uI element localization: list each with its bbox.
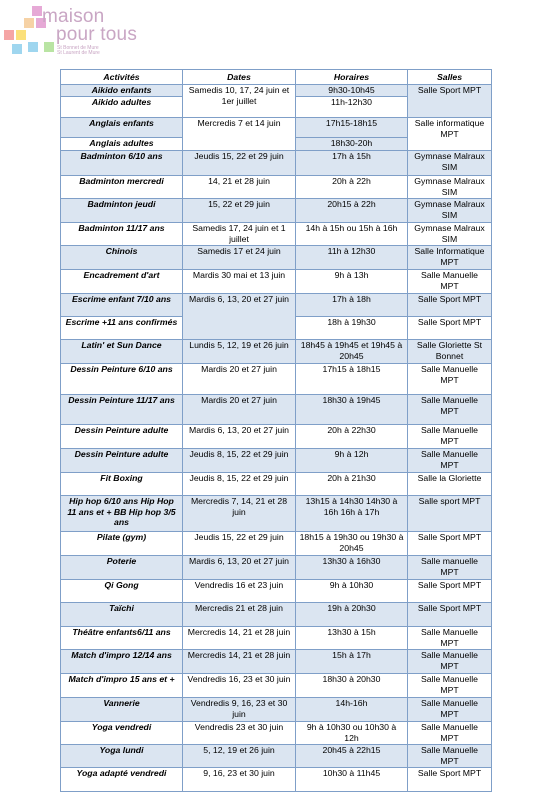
dates-cell: Mardis 20 et 27 juin xyxy=(183,395,296,425)
table-row xyxy=(61,294,492,317)
logo-square xyxy=(28,42,38,52)
dates-cell: Samedis 17, 24 juin et 1 juillet xyxy=(183,223,296,246)
activity-cell: Match d'impro 12/14 ans xyxy=(61,650,183,674)
table-row xyxy=(61,722,492,745)
room-cell: Salle Sport MPT xyxy=(408,603,492,627)
table-row xyxy=(61,768,492,792)
logo-square xyxy=(44,42,54,52)
room-cell: Salle Sport MPT xyxy=(408,768,492,792)
hours-cell: 18h15 à 19h30 ou 19h30 à 20h45 xyxy=(296,532,408,556)
hours-cell: 13h30 à 16h30 xyxy=(296,556,408,580)
hours-cell: 14h à 15h ou 15h à 16h xyxy=(296,223,408,246)
hours-cell: 11h à 12h30 xyxy=(296,246,408,270)
activity-cell: Qi Gong xyxy=(61,580,183,603)
room-cell: Salle Gloriette St Bonnet xyxy=(408,340,492,364)
dates-cell: Mardis 6, 13, 20 et 27 juin xyxy=(183,425,296,449)
table-row xyxy=(61,340,492,364)
dates-cell: Samedis 10, 17, 24 juin et 1er juillet xyxy=(183,85,296,118)
activity-cell: Escrime +11 ans confirmés xyxy=(61,317,183,340)
room-cell: Salle Sport MPT xyxy=(408,294,492,317)
room-cell: Salle Informatique MPT xyxy=(408,246,492,270)
dates-cell: Jeudis 8, 15, 22 et 29 juin xyxy=(183,473,296,496)
table-row xyxy=(61,532,492,556)
activity-cell: Latin' et Sun Dance xyxy=(61,340,183,364)
room-cell: Salle Sport MPT xyxy=(408,580,492,603)
hours-cell: 20h à 22h xyxy=(296,176,408,199)
hours-cell: 17h15 à 18h15 xyxy=(296,364,408,395)
logo xyxy=(4,4,144,60)
table-row xyxy=(61,650,492,674)
hours-cell: 18h45 à 19h45 et 19h45 à 20h45 xyxy=(296,340,408,364)
hours-cell: 18h à 19h30 xyxy=(296,317,408,340)
activity-cell: Encadrement d'art xyxy=(61,270,183,294)
logo-square xyxy=(12,44,22,54)
hours-cell: 11h-12h30 xyxy=(296,97,408,118)
activity-cell: Badminton mercredi xyxy=(61,176,183,199)
header-row xyxy=(61,70,492,85)
room-cell: Salle Sport MPT xyxy=(408,532,492,556)
dates-cell: Lundis 5, 12, 19 et 26 juin xyxy=(183,340,296,364)
room-cell: Gymnase Malraux SIM xyxy=(408,223,492,246)
logo-text-pour-tous: pour tous xyxy=(56,24,138,45)
activity-cell: Badminton 6/10 ans xyxy=(61,151,183,176)
activity-cell: Aikido adultes xyxy=(61,97,183,118)
room-cell: Salle manuelle MPT xyxy=(408,556,492,580)
room-cell: Salle sport MPT xyxy=(408,496,492,532)
table-row xyxy=(61,449,492,473)
dates-cell: Mardis 30 mai et 13 juin xyxy=(183,270,296,294)
hours-cell: 9h à 12h xyxy=(296,449,408,473)
table-row xyxy=(61,176,492,199)
dates-cell: 9, 16, 23 et 30 juin xyxy=(183,768,296,792)
hours-cell: 20h45 à 22h15 xyxy=(296,745,408,768)
table-row xyxy=(61,223,492,246)
hours-cell: 20h à 22h30 xyxy=(296,425,408,449)
table-row xyxy=(61,556,492,580)
room-cell: Salle Manuelle MPT xyxy=(408,364,492,395)
room-cell: Salle Manuelle MPT xyxy=(408,449,492,473)
room-cell: Salle la Gloriette xyxy=(408,473,492,496)
room-cell: Gymnase Malraux SIM xyxy=(408,176,492,199)
dates-cell: Mercredis 14, 21 et 28 juin xyxy=(183,627,296,650)
activity-cell: Badminton jeudi xyxy=(61,199,183,223)
hours-cell: 10h30 à 11h45 xyxy=(296,768,408,792)
table-row xyxy=(61,425,492,449)
logo-subtitle-line1: St Bonnet de Mure xyxy=(57,45,99,51)
room-cell: Salle Manuelle MPT xyxy=(408,425,492,449)
room-cell: Salle Manuelle MPT xyxy=(408,395,492,425)
schedule-table xyxy=(60,69,492,792)
dates-cell: Mercredis 21 et 28 juin xyxy=(183,603,296,627)
header-hours: Horaires xyxy=(296,70,408,85)
dates-cell: Mardis 6, 13, 20 et 27 juin xyxy=(183,294,296,340)
logo-subtitle-line2: St Laurent de Mure xyxy=(57,50,100,56)
activity-cell: Théâtre enfants6/11 ans xyxy=(61,627,183,650)
table-row xyxy=(61,199,492,223)
activity-cell: Yoga adapté vendredi xyxy=(61,768,183,792)
table-row xyxy=(61,270,492,294)
room-cell: Salle informatique MPT xyxy=(408,118,492,151)
logo-square xyxy=(32,6,42,16)
activity-cell: Fit Boxing xyxy=(61,473,183,496)
table-row xyxy=(61,364,492,395)
logo-text-maison: maison xyxy=(42,6,105,27)
activity-cell: Anglais enfants xyxy=(61,118,183,138)
table-row xyxy=(61,580,492,603)
activity-cell: Dessin Peinture adulte xyxy=(61,425,183,449)
activity-cell: Pilate (gym) xyxy=(61,532,183,556)
table-row xyxy=(61,698,492,722)
header-activity: Activités xyxy=(61,70,183,85)
table-row xyxy=(61,395,492,425)
hours-cell: 18h30-20h xyxy=(296,138,408,151)
dates-cell: 14, 21 et 28 juin xyxy=(183,176,296,199)
dates-cell: Jeudis 15, 22 et 29 juin xyxy=(183,151,296,176)
dates-cell: Mardis 6, 13, 20 et 27 juin xyxy=(183,556,296,580)
activity-cell: Hip hop 6/10 ans Hip Hop 11 ans et + BB Hip hop 3/5 ans xyxy=(61,496,183,532)
logo-subtitle xyxy=(57,46,100,56)
table-row xyxy=(61,745,492,768)
activity-cell: Chinois xyxy=(61,246,183,270)
table-row xyxy=(61,246,492,270)
table-row xyxy=(61,473,492,496)
activity-cell: Aikido enfants xyxy=(61,85,183,97)
hours-cell: 14h-16h xyxy=(296,698,408,722)
dates-cell: Vendredis 16 et 23 juin xyxy=(183,580,296,603)
room-cell: Salle Manuelle MPT xyxy=(408,650,492,674)
table-row xyxy=(61,603,492,627)
room-cell: Salle Manuelle MPT xyxy=(408,698,492,722)
room-cell: Salle Sport MPT xyxy=(408,317,492,340)
dates-cell: Mercredis 14, 21 et 28 juin xyxy=(183,650,296,674)
dates-cell: 15, 22 et 29 juin xyxy=(183,199,296,223)
dates-cell: Mercredis 7 et 14 juin xyxy=(183,118,296,151)
room-cell: Salle Manuelle MPT xyxy=(408,270,492,294)
activity-cell: Yoga vendredi xyxy=(61,722,183,745)
room-cell: Gymnase Malraux SIM xyxy=(408,199,492,223)
activity-cell: Dessin Peinture 11/17 ans xyxy=(61,395,183,425)
dates-cell: Vendredis 9, 16, 23 et 30 juin xyxy=(183,698,296,722)
dates-cell: Jeudis 8, 15, 22 et 29 juin xyxy=(183,449,296,473)
dates-cell: Mercredis 7, 14, 21 et 28 juin xyxy=(183,496,296,532)
logo-square xyxy=(4,30,14,40)
activity-cell: Taïchi xyxy=(61,603,183,627)
room-cell: Salle Manuelle MPT xyxy=(408,627,492,650)
hours-cell: 9h à 10h30 ou 10h30 à 12h xyxy=(296,722,408,745)
hours-cell: 17h15-18h15 xyxy=(296,118,408,138)
table-row xyxy=(61,496,492,532)
table-row xyxy=(61,627,492,650)
activity-cell: Match d'impro 15 ans et + xyxy=(61,674,183,698)
hours-cell: 17h à 18h xyxy=(296,294,408,317)
hours-cell: 17h à 15h xyxy=(296,151,408,176)
header-rooms: Salles xyxy=(408,70,492,85)
room-cell: Salle Sport MPT xyxy=(408,85,492,118)
table-row xyxy=(61,674,492,698)
dates-cell: Vendredis 23 et 30 juin xyxy=(183,722,296,745)
activity-cell: Dessin Peinture adulte xyxy=(61,449,183,473)
activity-cell: Escrime enfant 7/10 ans xyxy=(61,294,183,317)
header-dates: Dates xyxy=(183,70,296,85)
activity-cell: Dessin Peinture 6/10 ans xyxy=(61,364,183,395)
hours-cell: 20h à 21h30 xyxy=(296,473,408,496)
room-cell: Salle Manuelle MPT xyxy=(408,674,492,698)
hours-cell: 9h à 10h30 xyxy=(296,580,408,603)
hours-cell: 13h30 à 15h xyxy=(296,627,408,650)
table-row xyxy=(61,85,492,97)
table-row xyxy=(61,151,492,176)
dates-cell: Jeudis 15, 22 et 29 juin xyxy=(183,532,296,556)
hours-cell: 18h30 à 19h45 xyxy=(296,395,408,425)
activity-cell: Yoga lundi xyxy=(61,745,183,768)
activity-cell: Badminton 11/17 ans xyxy=(61,223,183,246)
hours-cell: 20h15 à 22h xyxy=(296,199,408,223)
hours-cell: 19h à 20h30 xyxy=(296,603,408,627)
table-row xyxy=(61,118,492,138)
hours-cell: 9h à 13h xyxy=(296,270,408,294)
hours-cell: 9h30-10h45 xyxy=(296,85,408,97)
hours-cell: 13h15 à 14h30 14h30 à 16h 16h à 17h xyxy=(296,496,408,532)
hours-cell: 18h30 à 20h30 xyxy=(296,674,408,698)
activity-cell: Poterie xyxy=(61,556,183,580)
room-cell: Gymnase Malraux SIM xyxy=(408,151,492,176)
dates-cell: Mardis 20 et 27 juin xyxy=(183,364,296,395)
room-cell: Salle Manuelle MPT xyxy=(408,745,492,768)
room-cell: Salle Manuelle MPT xyxy=(408,722,492,745)
logo-square xyxy=(16,30,26,40)
logo-square xyxy=(24,18,34,28)
dates-cell: Vendredis 16, 23 et 30 juin xyxy=(183,674,296,698)
hours-cell: 15h à 17h xyxy=(296,650,408,674)
activity-cell: Anglais adultes xyxy=(61,138,183,151)
dates-cell: 5, 12, 19 et 26 juin xyxy=(183,745,296,768)
activity-cell: Vannerie xyxy=(61,698,183,722)
dates-cell: Samedis 17 et 24 juin xyxy=(183,246,296,270)
